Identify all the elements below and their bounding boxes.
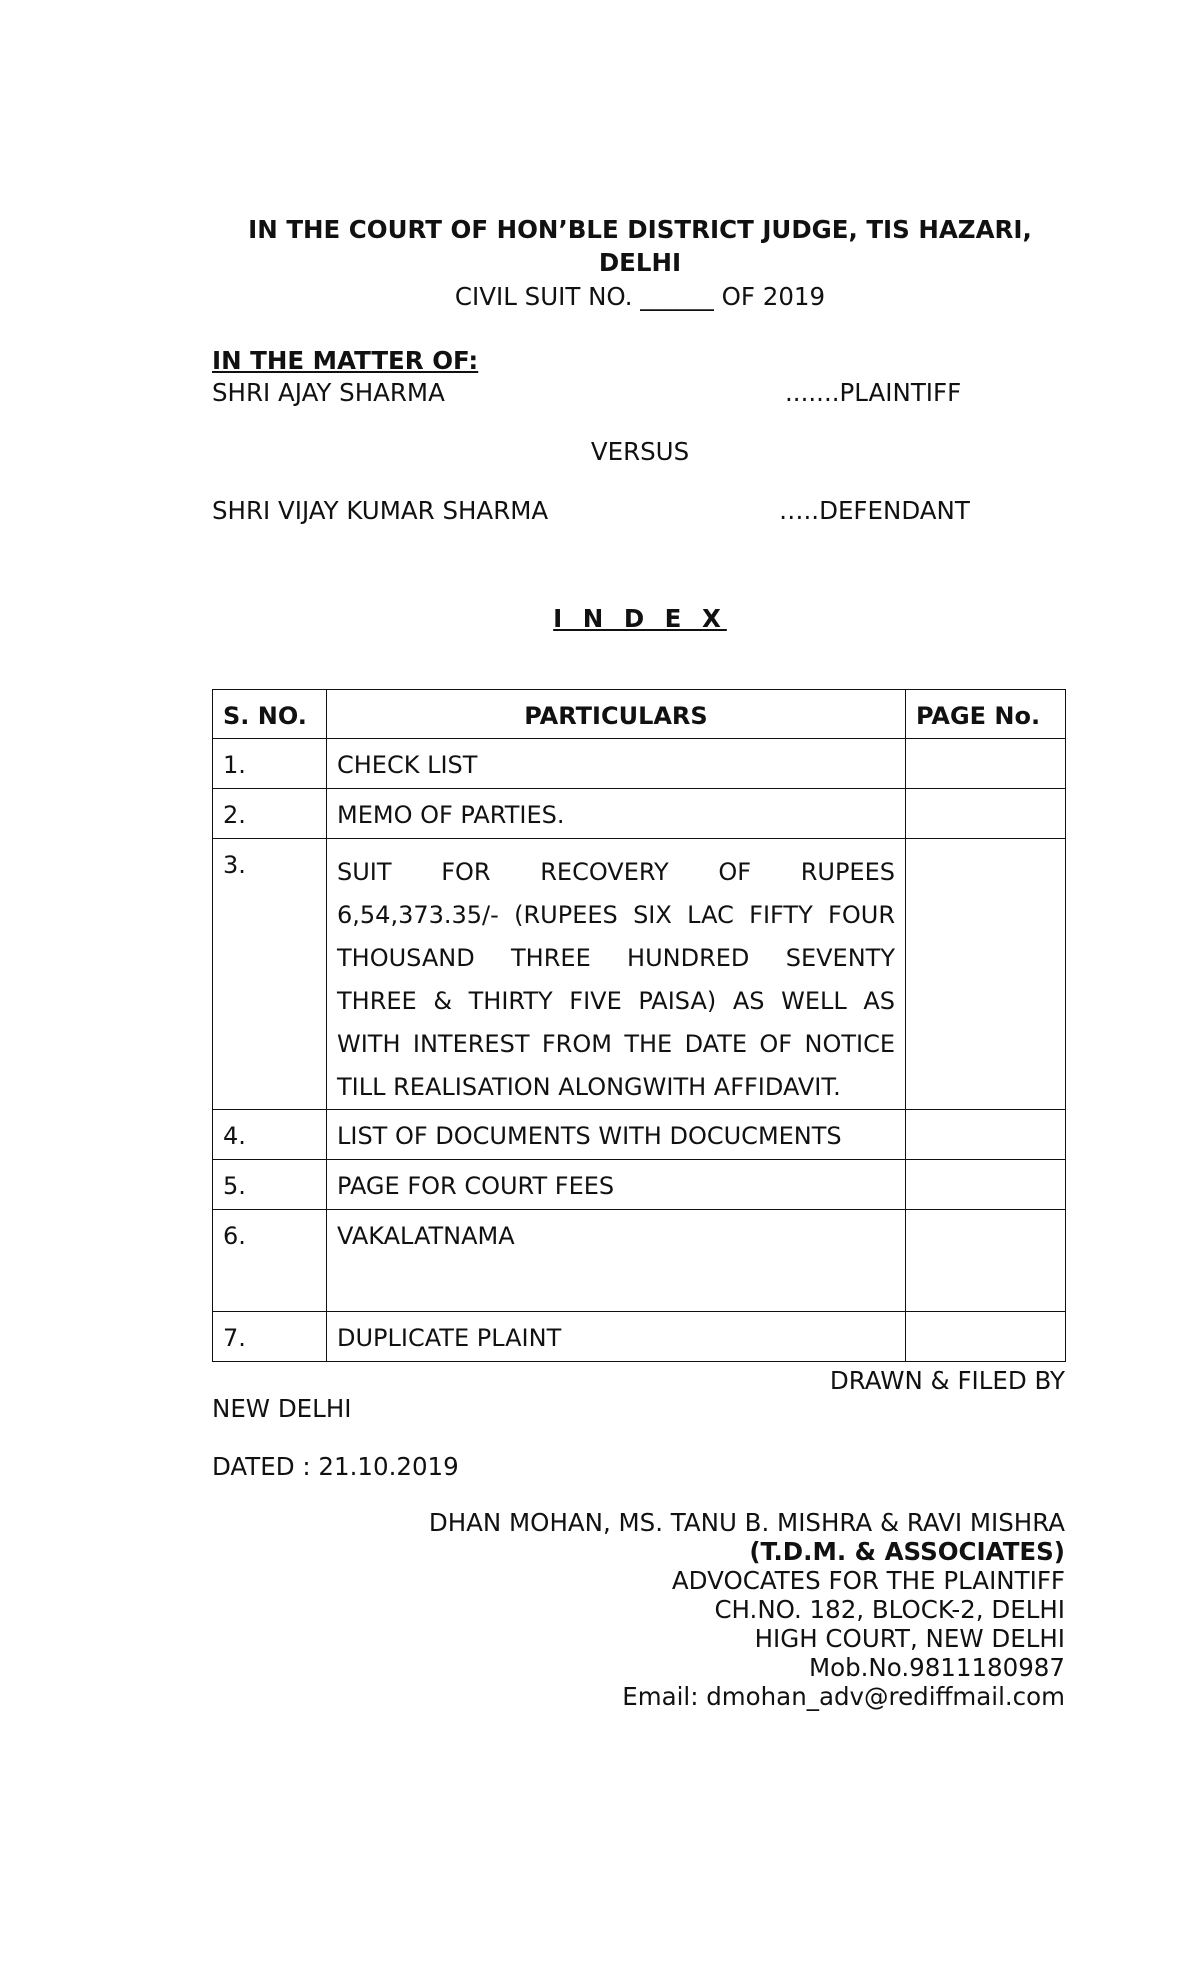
row-particulars	[327, 839, 906, 1110]
row-sno: 2.	[213, 789, 327, 839]
plaintiff-name: SHRI AJAY SHARMA	[212, 378, 445, 407]
index-title: I N D E X	[553, 604, 727, 633]
index-table	[212, 689, 1066, 1362]
firm-name: (T.D.M. & ASSOCIATES)	[749, 1537, 1065, 1566]
table-row	[213, 789, 1066, 839]
row-particulars: CHECK LIST	[327, 739, 906, 789]
row-particulars: MEMO OF PARTIES.	[327, 789, 906, 839]
header-page: PAGE No.	[906, 690, 1066, 739]
court-heading-line2: DELHI	[598, 248, 682, 277]
court-heading-line1: IN THE COURT OF HON’BLE DISTRICT JUDGE, TIS HAZARI,	[248, 215, 1032, 244]
particulars-line: THREE & THIRTY FIVE PAISA) AS WELL AS	[337, 987, 895, 1015]
row-sno: 5.	[213, 1160, 327, 1210]
address-line-1: CH.NO. 182, BLOCK-2, DELHI	[714, 1595, 1065, 1624]
drawn-filed-by: DRAWN & FILED BY	[829, 1366, 1065, 1395]
row-particulars: VAKALATNAMA	[327, 1210, 906, 1312]
civil-suit-number: CIVIL SUIT NO. ______ OF 2019	[454, 282, 826, 311]
row-sno: 3.	[213, 839, 327, 1110]
advocate-signature-block	[429, 1508, 1065, 1711]
defendant-role: …..DEFENDANT	[779, 496, 970, 525]
row-sno: 7.	[213, 1312, 327, 1362]
matter-of-label: IN THE MATTER OF:	[212, 346, 479, 375]
table-row	[213, 1210, 1066, 1312]
particulars-line: THOUSAND THREE HUNDRED SEVENTY	[337, 944, 895, 972]
table-row	[213, 1312, 1066, 1362]
place-label: NEW DELHI	[212, 1394, 352, 1423]
row-page	[906, 789, 1066, 839]
header-sno: S. NO.	[213, 690, 327, 739]
row-page	[906, 1110, 1066, 1160]
table-row	[213, 839, 1066, 1110]
row-page	[906, 1210, 1066, 1312]
row-page	[906, 839, 1066, 1110]
row-page	[906, 739, 1066, 789]
particulars-line: WITH INTEREST FROM THE DATE OF NOTICE	[337, 1030, 895, 1058]
advocate-designation: ADVOCATES FOR THE PLAINTIFF	[671, 1566, 1065, 1595]
mobile-number: Mob.No.9811180987	[808, 1653, 1065, 1682]
row-sno: 6.	[213, 1210, 327, 1312]
defendant-name: SHRI VIJAY KUMAR SHARMA	[212, 496, 549, 525]
court-heading	[200, 213, 1080, 279]
header-particulars: PARTICULARS	[327, 690, 906, 739]
row-sno: 1.	[213, 739, 327, 789]
address-line-2: HIGH COURT, NEW DELHI	[754, 1624, 1065, 1653]
date-label: DATED : 21.10.2019	[212, 1452, 459, 1481]
table-row	[213, 1110, 1066, 1160]
index-header-row	[213, 690, 1066, 739]
particulars-line: SUIT FOR RECOVERY OF RUPEES	[337, 858, 895, 886]
email-address: Email: dmohan_adv@rediffmail.com	[622, 1682, 1065, 1711]
advocate-names: DHAN MOHAN, MS. TANU B. MISHRA & RAVI MISHRA	[428, 1508, 1065, 1537]
particulars-line: 6,54,373.35/- (RUPEES SIX LAC FIFTY FOUR	[337, 901, 895, 929]
versus-label: VERSUS	[590, 437, 690, 466]
row-sno: 4.	[213, 1110, 327, 1160]
table-row	[213, 739, 1066, 789]
plaintiff-role: .......PLAINTIFF	[785, 378, 962, 407]
particulars-line: TILL REALISATION ALONGWITH AFFIDAVIT.	[337, 1073, 841, 1101]
row-page	[906, 1312, 1066, 1362]
row-particulars: LIST OF DOCUMENTS WITH DOCUCMENTS	[327, 1110, 906, 1160]
row-particulars: PAGE FOR COURT FEES	[327, 1160, 906, 1210]
table-row	[213, 1160, 1066, 1210]
row-particulars: DUPLICATE PLAINT	[327, 1312, 906, 1362]
row-page	[906, 1160, 1066, 1210]
